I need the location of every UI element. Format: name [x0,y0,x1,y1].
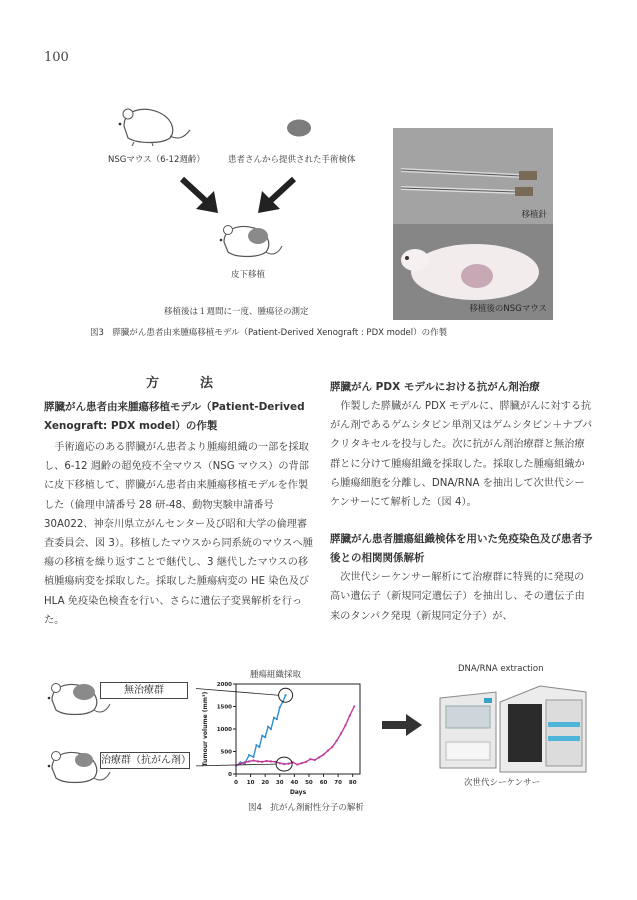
x-tick-label: 40 [290,780,299,786]
pdx-model-heading: 膵臓がん患者由来腫瘍移植モデル（Patient-Derived Xenograft: PDX model）の作製 [44,401,305,432]
sampling-label: 腫瘍組織採取 [250,670,302,680]
series-0-line [236,695,286,766]
figure-4-caption: 図4 抗がん剤耐性分子の解析 [248,803,364,813]
immunostaining-body: 次世代シーケンサー解析にて治療群に特異的に発現の高い遺伝子（新規同定遺伝子）を抽出し、その遺伝子由来のタンパク発現（新規同定分子）が、 [330,572,585,622]
dna-rna-extraction-label: DNA/RNA extraction [458,664,544,674]
y-tick-label: 1500 [216,704,232,711]
series-0-point [261,735,263,737]
x-tick-label: 20 [261,780,270,786]
series-0-point [267,726,269,728]
tumour-volume-chart [196,674,368,798]
figure-3 [0,0,637,345]
figure-4 [0,660,637,820]
y-tick-label: 2000 [216,682,232,688]
series-1-point [252,759,254,761]
series-1-point [353,705,355,707]
arrow-down-left-icon [254,175,298,215]
nsg-mouse-label: NSGマウス（6-12週齢） [108,155,205,165]
series-0-point [285,694,287,696]
series-1-point [309,758,311,760]
series-1-point [340,732,342,734]
sequencer-icon [436,682,588,774]
x-tick-label: 30 [275,780,284,786]
series-0-point [264,736,266,738]
series-1-point [261,761,263,763]
series-1-point [287,763,289,765]
x-tick-label: 50 [305,780,313,786]
nsg-mouse-icon [112,96,192,146]
x-tick-label: 0 [234,780,238,786]
series-0-point [255,744,257,746]
series-1-point [296,763,298,765]
arrow-right-icon [380,712,424,738]
measure-label: 移植後は１週間に一度、腫瘍径の測定 [164,307,309,317]
series-0-point [258,746,260,748]
series-1-point [318,756,320,758]
series-0-point [276,718,278,720]
x-tick-label: 60 [319,780,328,786]
series-1-point [244,761,246,763]
series-1-point [322,754,324,756]
pdx-model-body: 手術適応のある膵臓がん患者より腫瘍組織の一部を採取し、6-12 週齢の超免疫不全マウス（NSG マウス）の背部に皮下移植して、膵臓がん患者由来腫瘍移植モデルを作製した（倫理申請番号 28 研-48、動物実験申請番号 30A022、神奈川県立がんセンター及び昭和大学の倫理審査委員会、図 3）。移植したマウスから同系統のマウスへ腫瘍の移植を繰り返すことで継代し、3 継代したマウスの移植腫瘍病変を採取した。採取した腫瘍病変の HE 染色及び HLA 免疫染色検査を行い、さらに遺伝子変異解析を行った。 [44,442,313,626]
series-1-point [239,763,241,765]
tumor-specimen-icon [286,118,312,138]
series-1-point [301,762,303,764]
figure-3-caption: 図3 膵臓がん患者由来腫瘍移植モデル（Patient-Derived Xenograft : PDX model）の作製 [90,328,448,338]
methods-section-title: 方 法 [146,376,228,391]
needle-photo [393,128,553,224]
x-axis-label: Days [289,789,307,796]
series-0-point [279,706,281,708]
series-0-point [270,728,272,730]
series-1-point [314,759,316,761]
series-0-point [248,754,250,756]
series-1-point [248,760,250,762]
series-1-point [266,760,268,762]
series-0-point [252,756,254,758]
arrow-down-right-icon [178,175,222,215]
series-1-point [305,761,307,763]
needle-photo-label: 移植針 [521,210,547,220]
subcutaneous-label: 皮下移植 [231,270,266,280]
mouse-photo [393,224,553,320]
treatment-body: 作製した膵臓がん PDX モデルに、膵臓がんに対する抗がん剤であるゲムシタビン単剤又はゲムシタビン＋ナブパクリタキセルを投与した。次に抗がん剤治療群と無治療群とに分けて腫瘍組織を採取した。採取した腫瘍組織から腫瘍細胞を分離し、DNA/RNA を抽出して次世代シーケンサーにて解析した（図 4）。 [330,401,593,509]
series-1-point [327,750,329,752]
series-1-point [331,746,333,748]
series-1-point [344,724,346,726]
series-1-point [336,740,338,742]
x-tick-label: 80 [348,780,357,786]
y-tick-label: 1000 [216,727,232,733]
treated-group-label: 治療群（抗がん剤） [100,752,190,769]
sequencer-label: 次世代シーケンサー [464,778,541,788]
page-number: 100 [44,50,69,65]
left-column [44,398,316,630]
y-tick-label: 500 [220,749,232,756]
patient-specimen-label: 患者さんから提供された手術検体 [228,155,356,165]
series-1-point [257,760,259,762]
untreated-group-label: 無治療群 [100,682,188,699]
x-tick-label: 70 [334,780,342,786]
right-column [330,378,594,626]
transplanted-mouse-icon [214,214,284,262]
mouse-photo-label: 移植後のNSGマウス [469,304,547,314]
treatment-heading: 膵臓がん PDX モデルにおける抗がん剤治療 [330,381,540,393]
series-1-point [283,763,285,765]
series-1-point [270,760,272,762]
series-0-point [273,717,275,719]
series-1-point [279,762,281,764]
series-1-point [349,714,351,716]
immunostaining-heading: 膵臓がん患者腫瘍組織検体を用いた免疫染色及び患者予後との相関関係解析 [330,533,593,565]
x-tick-label: 10 [246,780,255,786]
y-axis-label: Tumour volume (mm³) [202,691,209,767]
y-tick-label: 0 [228,772,232,778]
